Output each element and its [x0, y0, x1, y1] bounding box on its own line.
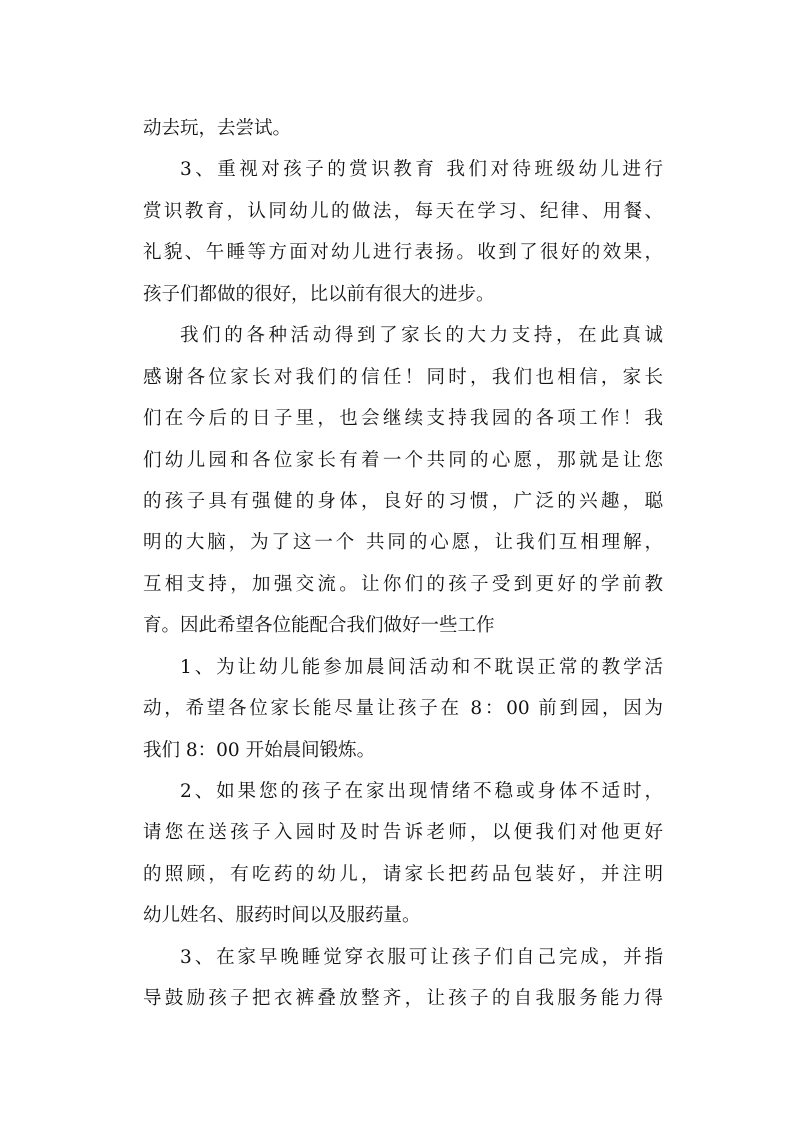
text-line: 我们的各种活动得到了家长的大力支持，在此真诚	[180, 325, 663, 347]
text-line: 3、在家早晚睡觉穿衣服可让孩子们自己完成，并指	[180, 946, 663, 968]
text-line: 导鼓励孩子把衣裤叠放整齐，让孩子的自我服务能力得	[143, 988, 663, 1010]
text-line: 2、如果您的孩子在家出现情绪不稳或身体不适时，	[180, 781, 663, 802]
text-line: 们幼儿园和各位家长有着一个共同的心愿，那就是让您	[143, 449, 663, 471]
text-line: 我们 8：00 开始晨间锻炼。	[143, 739, 376, 761]
text-line: 请您在送孩子入园时及时告诉老师，以便我们对他更好	[143, 822, 663, 844]
text-line: 赏识教育，认同幼儿的做法，每天在学习、纪律、用餐、	[143, 200, 663, 222]
text-line: 的孩子具有强健的身体，良好的习惯，广泛的兴趣，聪	[143, 490, 663, 512]
text-line: 孩子们都做的很好，比以前有很大的进步。	[143, 283, 495, 305]
text-line: 3、重视对孩子的赏识教育 我们对待班级幼儿进行	[180, 159, 663, 181]
text-line: 育。因此希望各位能配合我们做好一些工作	[143, 615, 495, 637]
body-text	[143, 108, 663, 1020]
text-line: 动去玩，去尝试。	[143, 118, 292, 139]
text-line: 们在今后的日子里，也会继续支持我园的各项工作！我	[143, 408, 663, 430]
text-line: 动，希望各位家长能尽量让孩子在 8：00 前到园，因为	[143, 698, 663, 720]
text-line: 礼貌、午睡等方面对幼儿进行表扬。收到了很好的效果，	[143, 242, 663, 264]
text-line: 明的大脑，为了这一个 共同的心愿，让我们互相理解，	[143, 532, 663, 554]
text-line: 感谢各位家长对我们的信任！同时，我们也相信，家长	[143, 366, 663, 388]
text-line: 的照顾，有吃药的幼儿，请家长把药品包装好，并注明	[143, 863, 663, 885]
text-line: 幼儿姓名、服药时间以及服药量。	[143, 905, 421, 927]
text-line: 1、为让幼儿能参加晨间活动和不耽误正常的教学活	[180, 656, 663, 678]
text-line: 互相支持，加强交流。让你们的孩子受到更好的学前教	[143, 573, 663, 595]
